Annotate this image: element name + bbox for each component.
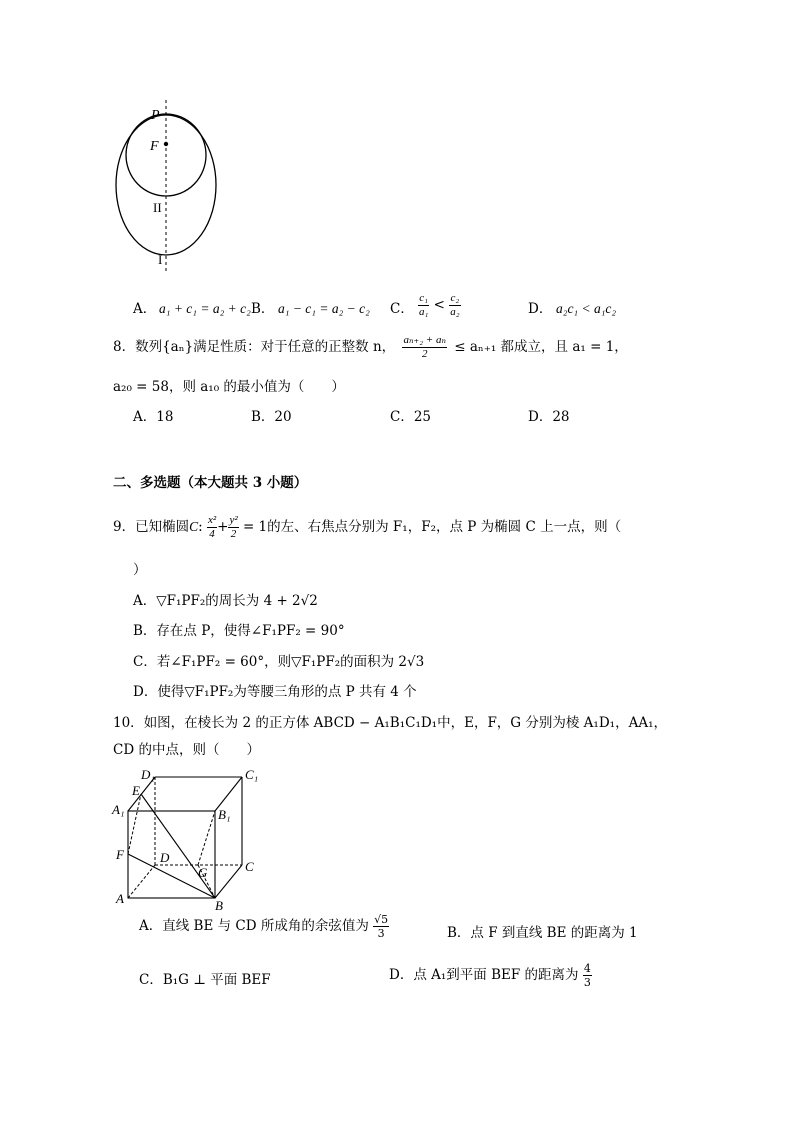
q7-option-d-expr: a₂c₁ < a₁c₂ [556, 301, 617, 316]
q8-number: 8． [113, 339, 136, 355]
q10-a-den: 3 [377, 927, 385, 940]
ellipse-figure [105, 100, 235, 280]
q7-c-lt: < [433, 297, 445, 313]
q9-fy-num: y² [229, 514, 238, 526]
q8-option-a: A．18 [133, 409, 174, 425]
q10-a-num: √5 [374, 913, 389, 926]
q10-option-a [139, 913, 389, 940]
q10-option-d [389, 962, 592, 989]
label-b: B [215, 898, 223, 910]
q7-option-c-letter: C． [390, 301, 414, 317]
q10-text1: 如图，在棱长为 2 的正方体 ABCD − A₁B₁C₁D₁中，E，F，G 分别为棱 A₁D₁，AA₁， [143, 715, 667, 731]
label-a: A [116, 891, 124, 906]
front-face [128, 811, 215, 898]
q8-text2: ≤ aₙ₊₁ 都成立，且 a₁ = 1， [454, 339, 628, 355]
q9-text-b: 的左、右焦点分别为 F₁，F₂，点 P 为椭圆 C 上一点，则（ [267, 519, 622, 535]
q7-option-d-letter: D． [528, 301, 553, 317]
q9-eq1: = 1 [242, 519, 268, 535]
edge-b1c1 [215, 777, 242, 811]
q9-text-a: 已知椭圆 [135, 519, 190, 535]
q9-fy-den: 2 [230, 528, 237, 540]
q10-d-text: D．点 A₁到平面 BEF 的距离为 [389, 967, 579, 983]
q9-option-b: B．存在点 P，使得∠F₁PF₂ = 90° [133, 623, 345, 639]
q9-plus: + [217, 519, 229, 535]
q7-c-num2: c₂ [450, 292, 460, 304]
label-F: F [150, 139, 159, 154]
label-g: G [198, 865, 208, 880]
q9-close: ） [133, 562, 147, 578]
q8-frac-den: 2 [421, 348, 428, 360]
section2-title: 二、多选题（本大题共 3 小题） [113, 475, 308, 491]
q9-fx-den: 4 [209, 528, 215, 540]
label-c1: C₁ [245, 767, 259, 782]
label-f: F [116, 847, 124, 862]
segment-gb1 [198, 811, 215, 865]
cube-figure [108, 765, 268, 910]
q9-option-d: D．使得▽F₁PF₂为等腰三角形的点 P 共有 4 个 [133, 684, 417, 700]
label-b1: B₁ [218, 807, 231, 822]
q8-option-b: B．20 [251, 409, 292, 425]
q8 [113, 334, 773, 361]
q7-c-den2: a₂ [450, 306, 460, 318]
edge-ad-hidden [128, 865, 155, 898]
q7-option-a-expr: a₁ + c₁ = a₂ + c₂ [159, 301, 251, 316]
q10-d-num: 4 [583, 962, 591, 975]
q10-a-text: A．直线 BE 与 CD 所成角的余弦值为 [139, 918, 369, 934]
q8-frac-num: aₙ₊₂ + aₙ [403, 334, 446, 346]
q10-option-b: B．点 F 到直线 BE 的距离为 1 [447, 925, 638, 941]
q7-c-num1: c₁ [419, 292, 429, 304]
label-d: D [160, 850, 170, 865]
label-c: C [245, 859, 254, 874]
q10-option-c: C．B₁G ⊥ 平面 BEF [139, 972, 271, 988]
label-P: P [151, 108, 160, 123]
label-a1: A₁ [112, 802, 125, 817]
segment-eb [141, 794, 215, 898]
q9-option-c: C．若∠F₁PF₂ = 60°，则▽F₁PF₂的面积为 2√3 [133, 654, 425, 670]
q9-fx-num: x² [207, 514, 217, 526]
q7-option-a-letter: A． [133, 301, 157, 317]
q10-line1 [113, 714, 667, 732]
q7-option-c-expr [418, 292, 461, 319]
q8-option-c: C．25 [390, 409, 432, 425]
q10-number: 10． [113, 715, 144, 731]
q9-number: 9． [113, 519, 136, 535]
q8-option-d: D．28 [528, 409, 570, 425]
edge-bc [215, 865, 242, 898]
q10-d-den: 3 [583, 976, 591, 989]
label-e: E [132, 783, 140, 798]
q8-text1: 数列{aₙ}满足性质：对于任意的正整数 n， [135, 339, 396, 355]
q7-option-b-letter: B． [251, 301, 275, 317]
q9-option-a: A．▽F₁PF₂的周长为 4 + 2√2 [133, 593, 318, 609]
q7-options [133, 292, 773, 326]
label-I: I [158, 252, 163, 267]
focus-point [164, 142, 168, 146]
label-d1: D₁ [141, 767, 155, 782]
q7-option-b-expr: a₁ − c₁ = a₂ − c₂ [278, 301, 370, 316]
q9: 9．已知椭圆C: $\frac{\text{x²}}{4}$ + $\frac{\text{y²}}{2}$ = 1的左、右焦点分别为 F₁，F₂，点 P 为椭圆 C 上一点，则（ [113, 514, 622, 540]
q7-c-den1: a₁ [419, 306, 429, 318]
q8-line2: a₂₀ = 58，则 a₁₀ 的最小值为（ ） [113, 379, 345, 395]
q10-line2: CD 的中点，则（ ） [113, 742, 260, 758]
label-II: II [153, 200, 162, 215]
q9-ellipse-c: C [189, 519, 199, 534]
